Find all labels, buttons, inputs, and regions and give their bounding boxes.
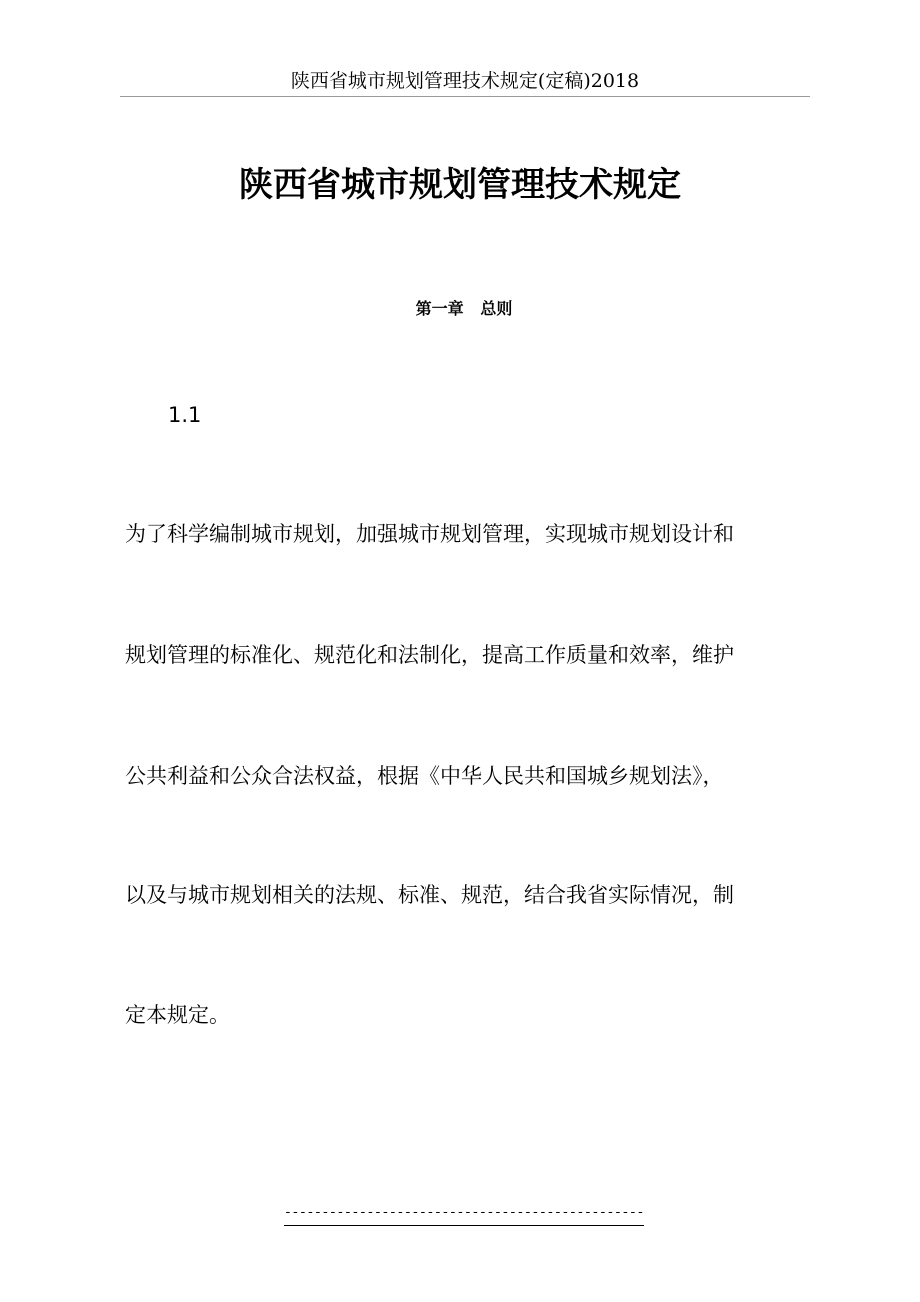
document-title: 陕西省城市规划管理技术规定 bbox=[239, 165, 681, 205]
section-number: 1.1 bbox=[168, 403, 202, 427]
paragraph-line: 定本规定。 bbox=[125, 1003, 230, 1027]
paragraph-line: 公共利益和公众合法权益，根据《中华人民共和国城乡规划法》， bbox=[125, 764, 724, 788]
chapter-heading: 第一章 总则 bbox=[415, 299, 513, 318]
paragraph-line: 规划管理的标准化、规范化和法制化，提高工作质量和效率，维护 bbox=[125, 643, 734, 667]
running-header: 陕西省城市规划管理技术规定(定稿)2018 bbox=[120, 66, 810, 97]
footer-dashed-rule: ------------------------------------------------ bbox=[284, 1201, 644, 1226]
paragraph-line: 为了科学编制城市规划，加强城市规划管理，实现城市规划设计和 bbox=[125, 522, 734, 546]
paragraph-line: 以及与城市规划相关的法规、标准、规范，结合我省实际情况，制 bbox=[125, 883, 734, 907]
